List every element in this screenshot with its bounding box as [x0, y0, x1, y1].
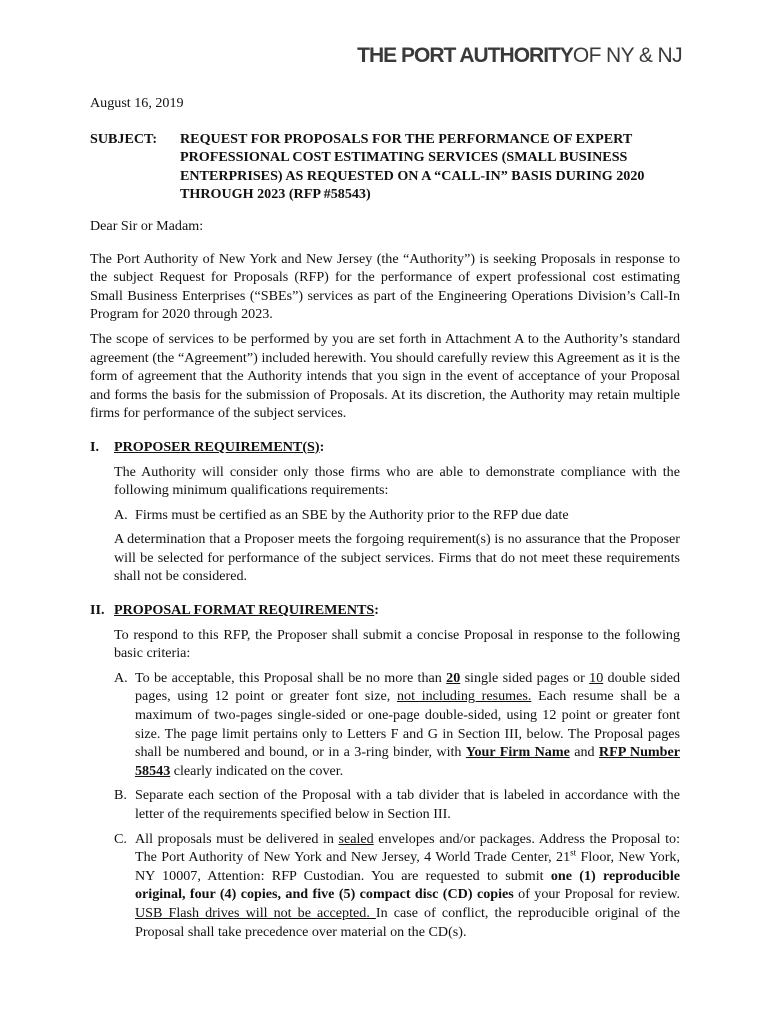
- section-1-title: PROPOSER REQUIREMENT(S): [114, 438, 320, 455]
- page-limit-double: 10: [589, 669, 604, 686]
- section-2-content: [114, 626, 680, 942]
- section-1-item-a: [114, 506, 680, 525]
- item-letter: C.: [114, 830, 127, 847]
- item-text: Separate each section of the Proposal with a tab divider that is labeled in accordance with the letter of the requirements specified below in Section III.: [135, 787, 680, 822]
- section-1-content: [114, 463, 680, 587]
- section-1-heading: [90, 438, 680, 457]
- section-2-title: PROPOSAL FORMAT REQUIREMENTS: [114, 602, 375, 619]
- copies-emphasis: one (1) reproducible original, four (4) copies, and five (5) compact disc (CD) copies: [135, 867, 680, 903]
- firm-name-emphasis: Your Firm Name: [465, 744, 570, 761]
- section-2-heading: [90, 601, 680, 620]
- section-1-number: I.: [90, 438, 100, 455]
- subject-text: REQUEST FOR PROPOSALS FOR THE PERFORMANCE OF EXPERT PROFESSIONAL COST ESTIMATING SERVICES (SMALL BUSINESS ENTERPRISES) AS REQUESTED ON A “CALL-IN” BASIS DURING 2020 THROUGH 2023 (RFP #58543): [180, 130, 645, 203]
- section-2-item-b: [114, 786, 680, 823]
- section-2-colon: :: [374, 602, 379, 619]
- item-text: To be acceptable, this Proposal shall be no more than 20 single sided pages or 10 double sided pages, using 12 point or greater font size, not including resumes. Each resume shall be a maximum of two-pages single-sided or one-page double-sided, using 12 point or greater font size. The page limit pertains only to Letters F and G in Section III, below. The Proposal pages shall be numbered and bound, or in a 3-ring binder, with Your Firm Name and RFP Number 58543 clearly indicated on the cover.: [135, 669, 681, 779]
- section-1-closing: A determination that a Proposer meets the forgoing requirement(s) is no assurance that the Proposer will be selected for performance of the subject services. Firms that do not meet these requirements shall not be considered.: [114, 531, 680, 585]
- section-2-item-c: [114, 830, 680, 942]
- item-letter: A.: [114, 669, 128, 686]
- letter-date: August 16, 2019: [90, 95, 184, 111]
- greeting: Dear Sir or Madam:: [90, 217, 204, 234]
- logo-light-text: OF NY & NJ: [572, 44, 682, 67]
- item-letter: A.: [114, 506, 128, 523]
- section-2-intro: To respond to this RFP, the Proposer shall submit a concise Proposal in response to the following basic criteria:: [114, 626, 680, 662]
- letter-body: [90, 94, 680, 947]
- scope-paragraph: The scope of services to be performed by you are set forth in Attachment A to the Authority’s standard agreement (the “Agreement”) included herewith. You should carefully review this Agreement as it is the form of agreement that the Authority intends that you sign in the event of acceptance of your Proposal and forms the basis for the submission of Proposals. At its discretion, the Authority may retain multiple firms for performance of the subject services.: [90, 330, 680, 422]
- port-authority-logo: [357, 44, 682, 68]
- section-2-item-a: [114, 669, 680, 781]
- subject-block: [90, 130, 680, 204]
- logo-bold-text: THE PORT AUTHORITY: [357, 44, 573, 67]
- section-1-colon: :: [319, 438, 325, 455]
- section-2-number: II.: [90, 602, 105, 619]
- section-1-intro: The Authority will consider only those firms who are able to demonstrate compliance with the following minimum qualifications requirements:: [114, 463, 680, 499]
- item-text: All proposals must be delivered in sealed envelopes and/or packages. Address the Proposal to: The Port Authority of New York and New Jersey, 4 World Trade Center, 21st Floor, New York, NY 10007, Attention: RFP Custodian. You are requested to submit one (1) reproducible original, four (4) copies, and five (5) compact disc (CD) copies of your Proposal for review. USB Flash drives will not be accepted. In case of conflict, the reproducible original of the Proposal shall take precedence over material on the CD(s).: [135, 830, 681, 940]
- subject-label: SUBJECT:: [90, 130, 158, 147]
- sealed-emphasis: sealed: [338, 830, 374, 847]
- rfp-number-emphasis: RFP Number 58543: [135, 744, 681, 779]
- intro-paragraph: The Port Authority of New York and New Jersey (the “Authority”) is seeking Proposals in response to the subject Request for Proposals (RFP) for the performance of expert professional cost estimating Small Business Enterprises (“SBEs”) services as part of the Engineering Operations Division’s Call-In Program for 2020 through 2023.: [90, 250, 680, 323]
- ordinal-suffix: st: [570, 847, 577, 858]
- usb-notice: USB Flash drives will not be accepted.: [135, 904, 376, 921]
- item-text: Firms must be certified as an SBE by the Authority prior to the RFP due date: [135, 506, 569, 523]
- resume-exclusion: not including resumes.: [396, 688, 532, 705]
- item-letter: B.: [114, 787, 127, 804]
- page-limit-single: 20: [446, 669, 461, 686]
